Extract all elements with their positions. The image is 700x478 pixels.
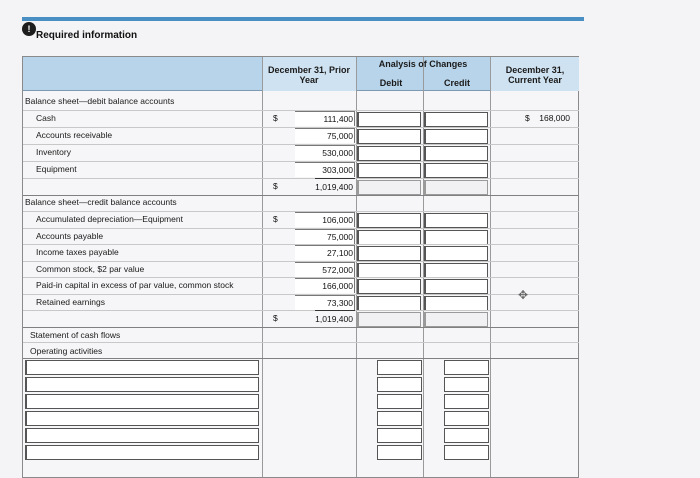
page-title: Required information <box>36 30 138 41</box>
operating-activities-label: Operating activities <box>30 346 103 356</box>
credit-input[interactable] <box>424 230 488 245</box>
cash-flow-credit-input[interactable] <box>444 377 489 392</box>
cash-flow-description-input[interactable] <box>25 445 259 460</box>
credit-input[interactable] <box>424 129 488 144</box>
debit-input <box>357 180 421 195</box>
total-underline <box>315 310 355 311</box>
cash-flow-description-input[interactable] <box>25 377 259 392</box>
debit-input[interactable] <box>357 230 421 245</box>
debit-header: Debit <box>379 78 403 88</box>
prior-value: 572,000 <box>322 264 353 275</box>
account-label: Equipment <box>36 164 77 174</box>
prior-dollar-sign: $ <box>273 181 278 191</box>
prior-dollar-sign: $ <box>273 214 278 224</box>
debit-input <box>357 312 421 327</box>
credit-input[interactable] <box>424 263 488 278</box>
debit-input[interactable] <box>357 246 421 261</box>
cash-flow-credit-input[interactable] <box>444 445 489 460</box>
prior-value: 106,000 <box>322 215 353 225</box>
prior-value: 1,019,400 <box>315 314 353 324</box>
account-label: Accumulated depreciation—Equipment <box>36 214 183 224</box>
total-underline <box>315 178 355 179</box>
cash-flows-title: Statement of cash flows <box>30 330 121 340</box>
account-label: Inventory <box>36 147 71 157</box>
debit-input[interactable] <box>357 146 421 161</box>
cash-flow-debit-input[interactable] <box>377 428 422 443</box>
cash-flow-description-input[interactable] <box>25 394 259 409</box>
account-label: Cash <box>36 113 56 123</box>
info-circle-icon: ! <box>22 22 36 36</box>
cash-flow-description-input[interactable] <box>25 360 259 375</box>
move-cursor-icon: ✥ <box>518 288 529 302</box>
row-divider <box>23 310 579 311</box>
debit-input[interactable] <box>357 213 421 228</box>
current-value: 168,000 <box>539 113 570 123</box>
row-divider <box>23 327 579 328</box>
cash-flow-debit-input[interactable] <box>377 445 422 460</box>
credit-input[interactable] <box>424 246 488 261</box>
prior-value: 166,000 <box>322 281 353 291</box>
credit-input <box>424 180 488 195</box>
credit-input[interactable] <box>424 163 488 178</box>
debit-input[interactable] <box>357 263 421 278</box>
current-year-header: December 31, Current Year <box>505 65 565 85</box>
prior-value: 73,300 <box>327 297 353 308</box>
credit-input[interactable] <box>424 279 488 294</box>
prior-value: 75,000 <box>327 131 353 141</box>
debit-input[interactable] <box>357 129 421 144</box>
account-label: Common stock, $2 par value <box>36 263 145 274</box>
prior-value: 1,019,400 <box>315 182 353 192</box>
cash-flow-credit-input[interactable] <box>444 428 489 443</box>
prior-dollar-sign: $ <box>273 313 278 323</box>
cash-flow-description-input[interactable] <box>25 411 259 426</box>
analysis-header: Analysis of Changes <box>378 59 468 69</box>
debit-input[interactable] <box>357 296 421 311</box>
prior-value: 27,100 <box>327 248 353 258</box>
account-label: Accounts payable <box>36 230 104 241</box>
cash-flow-description-input[interactable] <box>25 428 259 443</box>
credit-input[interactable] <box>424 213 488 228</box>
cash-flow-credit-input[interactable] <box>444 394 489 409</box>
prior-dollar-sign: $ <box>273 113 278 123</box>
prior-value: 75,000 <box>327 231 353 242</box>
cash-flow-credit-input[interactable] <box>444 411 489 426</box>
debit-input[interactable] <box>357 112 421 127</box>
credit-input[interactable] <box>424 296 488 311</box>
row-divider <box>23 178 579 179</box>
debit-input[interactable] <box>357 279 421 294</box>
debit-input[interactable] <box>357 163 421 178</box>
credit-input <box>424 312 488 327</box>
prior-year-header: December 31, Prior Year <box>267 65 351 85</box>
account-label: Income taxes payable <box>36 247 119 257</box>
credit-section-title: Balance sheet—credit balance accounts <box>25 197 177 207</box>
credit-input[interactable] <box>424 112 488 127</box>
debit-section-title: Balance sheet—debit balance accounts <box>25 96 175 106</box>
prior-value: 111,400 <box>323 114 353 124</box>
cash-flow-credit-input[interactable] <box>444 360 489 375</box>
credit-input[interactable] <box>424 146 488 161</box>
account-label: Retained earnings <box>36 296 105 307</box>
account-label: Paid-in capital in excess of par value, common stock <box>36 280 234 290</box>
prior-value: 303,000 <box>322 165 353 175</box>
cash-flow-debit-input[interactable] <box>377 360 422 375</box>
row-divider <box>23 195 579 196</box>
prior-value: 530,000 <box>322 148 353 158</box>
cash-flow-debit-input[interactable] <box>377 377 422 392</box>
account-label: Accounts receivable <box>36 130 113 140</box>
cash-flow-debit-input[interactable] <box>377 411 422 426</box>
current-dollar-sign: $ <box>525 113 530 123</box>
row-divider <box>23 342 579 343</box>
top-accent-bar <box>22 17 584 21</box>
credit-header: Credit <box>443 78 470 88</box>
row-divider <box>23 358 579 359</box>
cash-flow-debit-input[interactable] <box>377 394 422 409</box>
